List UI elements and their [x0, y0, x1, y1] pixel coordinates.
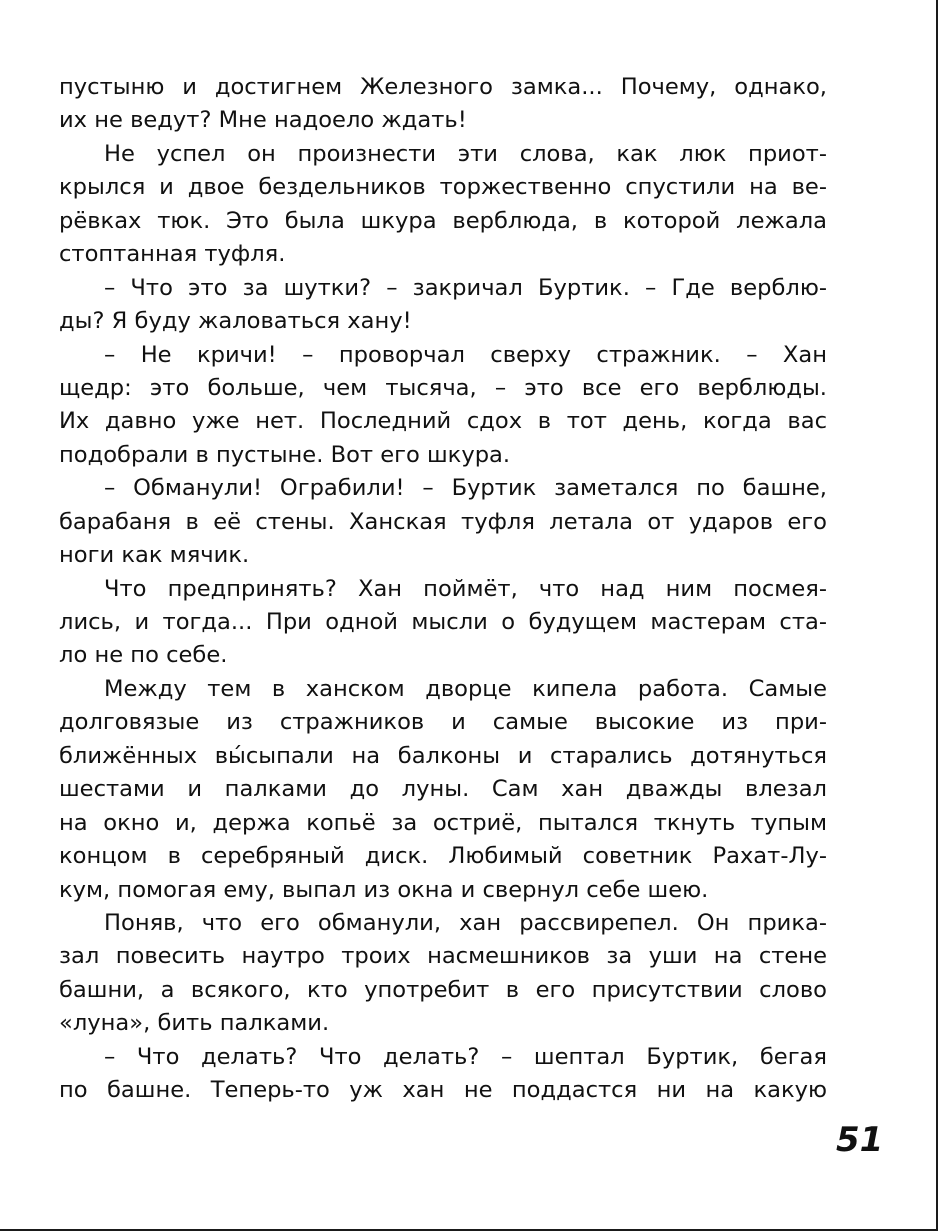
text-line: ло не по себе.	[59, 642, 228, 669]
text-line: Поняв, что его обманули, хан рассвирепел. Он прика-	[104, 909, 827, 936]
text-line: крылся и двое бездельников торжественно спустили на ве-	[59, 174, 827, 201]
paragraph	[59, 272, 827, 339]
paragraph	[59, 339, 827, 473]
paragraph	[59, 138, 827, 272]
text-line: на окно и, держа копьё за остриё, пытался ткнуть тупым	[59, 809, 827, 836]
text-line: Не успел он произнести эти слова, как люк приот-	[104, 140, 827, 167]
text-line: башни, а всякого, кто употребит в его присутствии слово	[59, 976, 827, 1003]
paragraph	[59, 1041, 827, 1108]
text-line: стоптанная туфля.	[59, 241, 286, 268]
text-line: концом в серебряный диск. Любимый советник Рахат-Лу-	[59, 843, 827, 870]
text-line: подобрали в пустыне. Вот его шкура.	[59, 441, 511, 468]
paragraph	[59, 573, 827, 673]
text-line: – Что это за шутки? – закричал Буртик. – Где верблю-	[104, 274, 827, 301]
text-line: барабаня в её стены. Ханская туфля летала от ударов его	[59, 508, 827, 535]
text-line: ды? Я буду жаловаться хану!	[59, 308, 412, 335]
text-line: Что предпринять? Хан поймёт, что над ним посмея-	[104, 575, 827, 602]
text-line: их не ведут? Мне надоело ждать!	[59, 107, 467, 134]
text-line: лись, и тогда... При одной мысли о будущем мастерам ста-	[59, 609, 827, 635]
paragraph	[59, 907, 827, 1041]
text-line: кум, помогая ему, выпал из окна и свернул себе шею.	[59, 876, 709, 903]
text-line: – Обманули! Ограбили! – Буртик заметался по башне,	[104, 475, 827, 502]
text-line: шестами и палками до луны. Сам хан дважды влезал	[59, 776, 827, 803]
paragraph	[59, 673, 827, 907]
text-line: зал повесить наутро троих насмешников за уши на стене	[59, 943, 827, 970]
text-line: Между тем в ханском дворце кипела работа. Самые	[104, 675, 827, 702]
text-line: «луна», бить палками.	[59, 1010, 330, 1037]
page-number: 51	[836, 1120, 884, 1160]
text-line: – Не кричи! – проворчал сверху стражник. – Хан	[104, 341, 827, 368]
paragraph	[59, 472, 827, 572]
text-line: – Что делать? Что делать? – шептал Буртик, бегая	[104, 1043, 827, 1070]
text-line: ближённых вы́сыпали на балконы и старались дотянуться	[59, 742, 827, 769]
text-line: по башне. Теперь-то уж хан не поддастся ни на какую	[59, 1077, 827, 1104]
text-line: Их давно уже нет. Последний сдох в тот день, когда вас	[59, 408, 827, 435]
text-line: щедр: это больше, чем тысяча, – это все его верблюды.	[59, 374, 827, 401]
text-line: пустыню и достигнем Железного замка... Почему, однако,	[59, 74, 827, 100]
text-line: рёвках тюк. Это была шкура верблюда, в которой лежала	[59, 207, 827, 234]
body-text	[59, 71, 827, 1108]
paragraph	[59, 71, 827, 138]
text-line: долговязые из стражников и самые высокие из при-	[59, 709, 827, 736]
text-line: ноги как мячик.	[59, 542, 250, 569]
